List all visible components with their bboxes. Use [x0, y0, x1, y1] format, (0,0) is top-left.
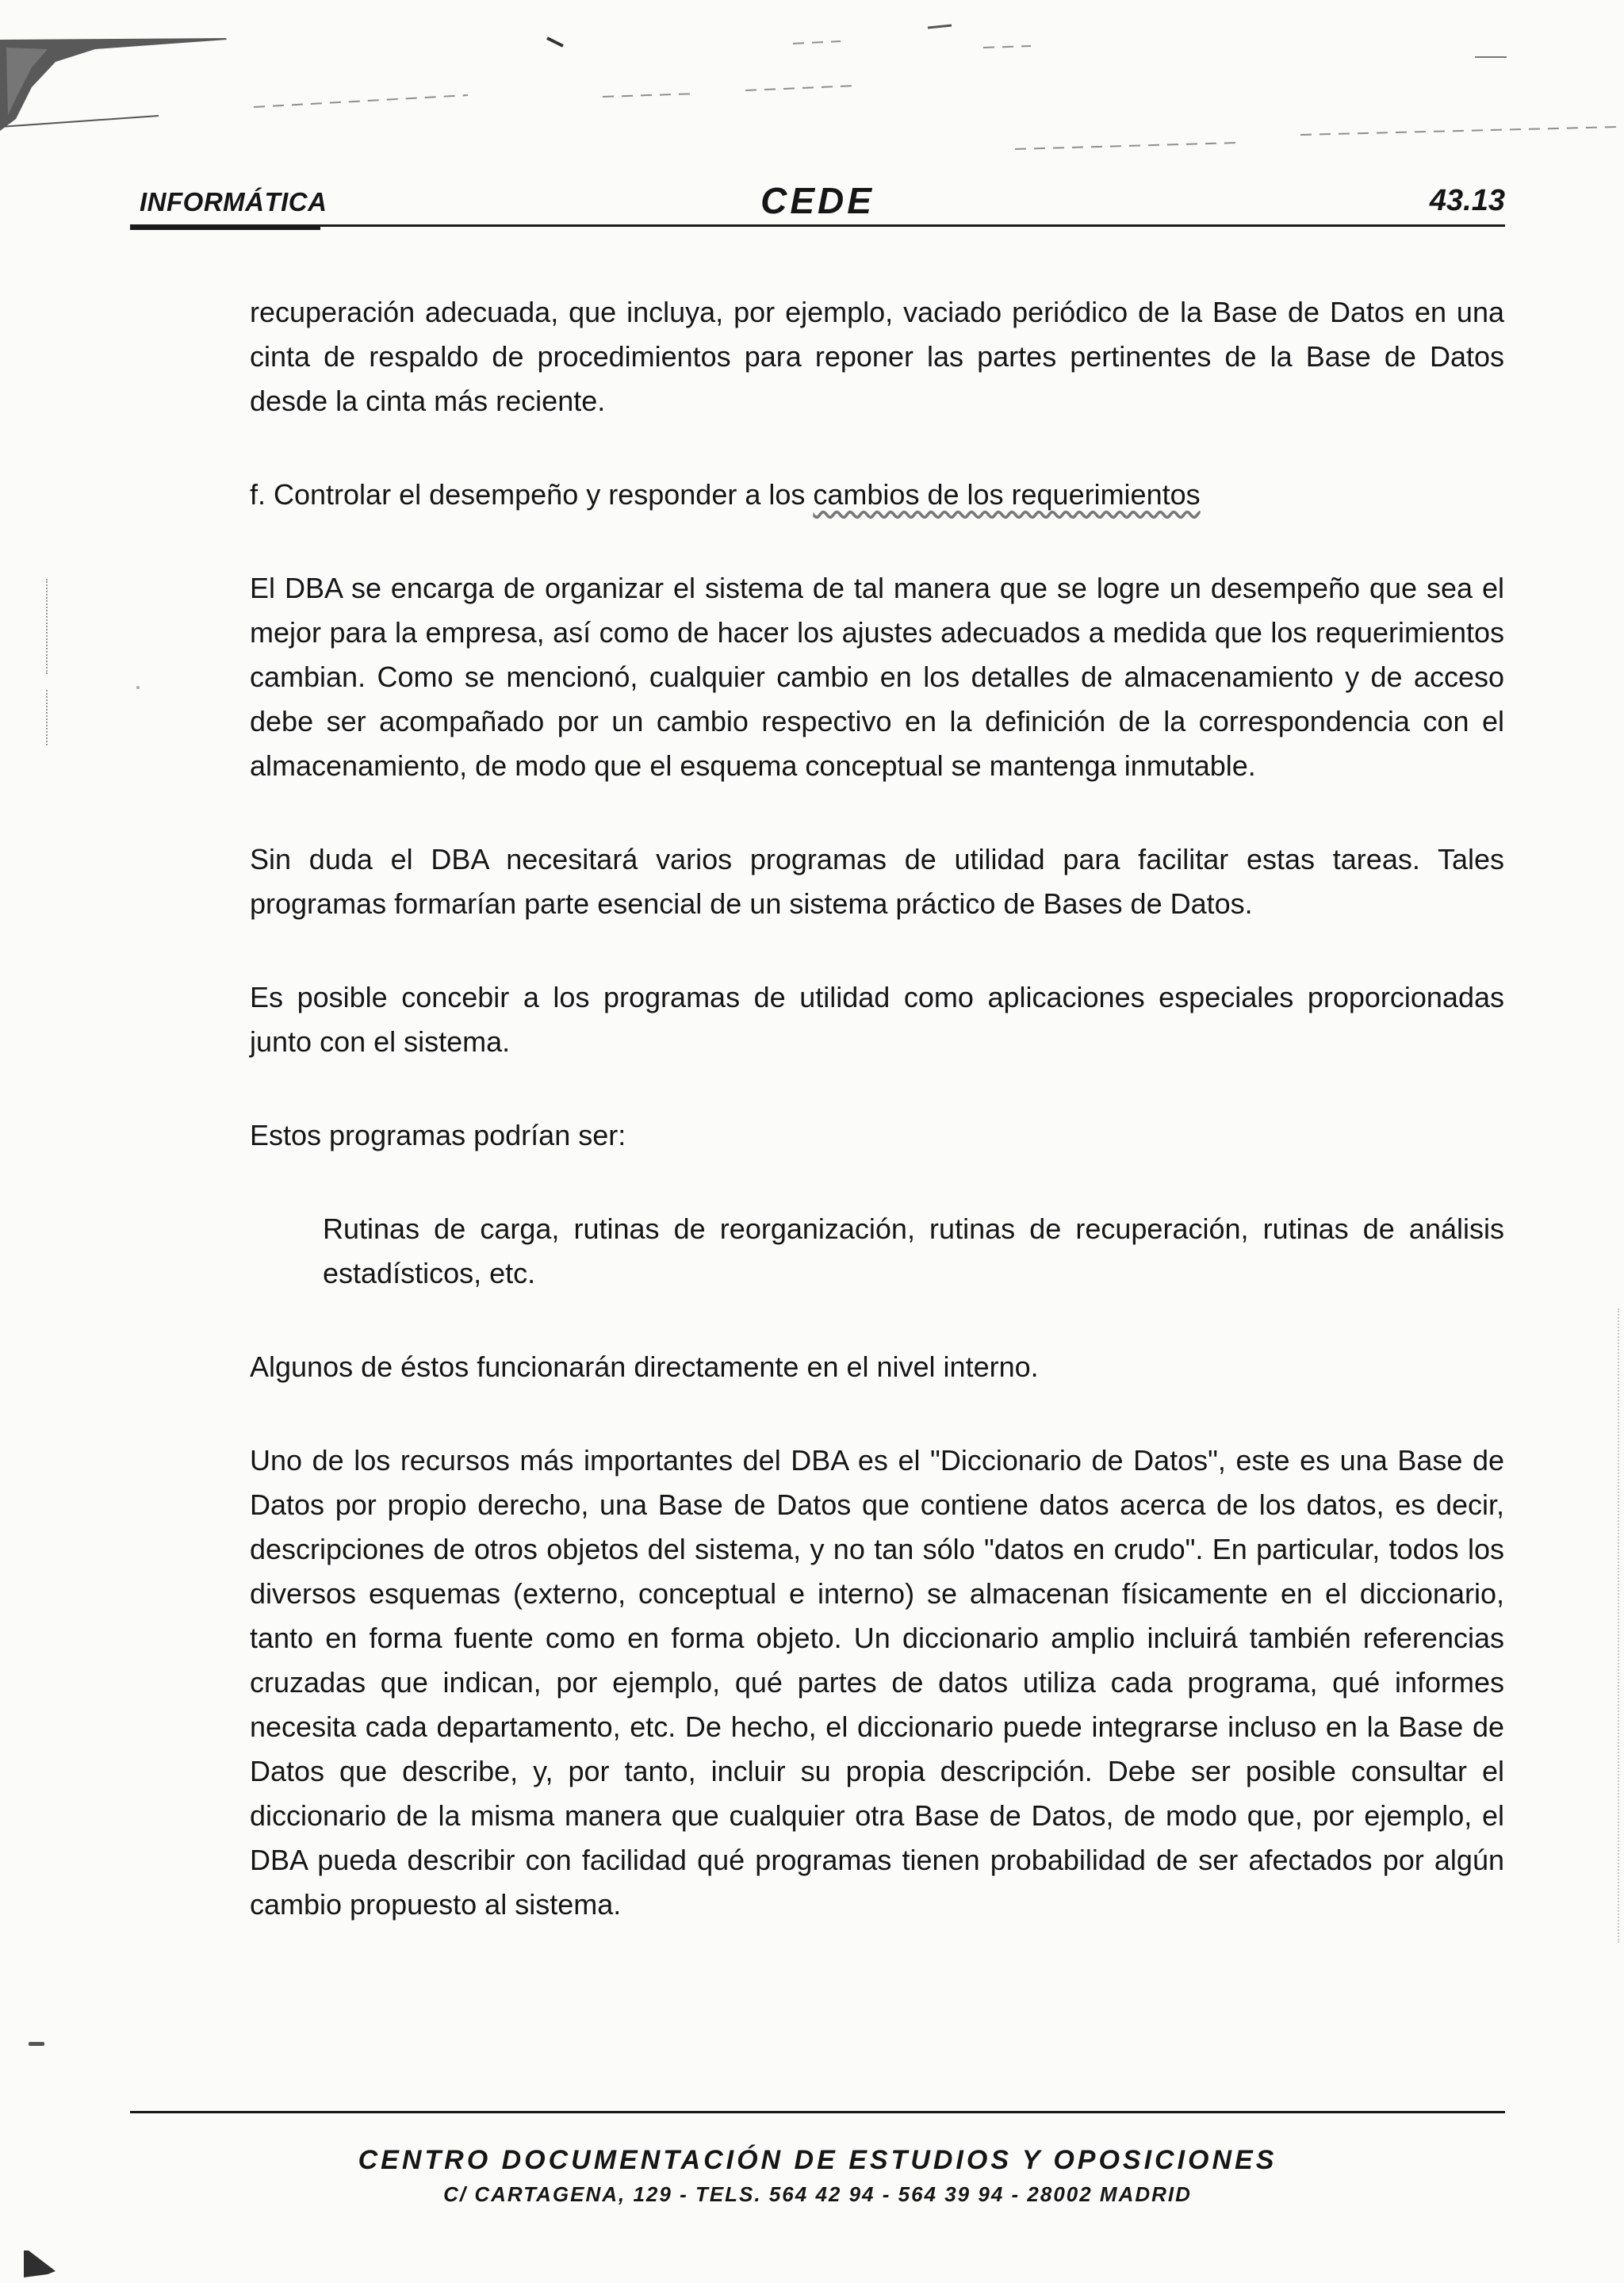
scan-dotted-margin-mark — [46, 690, 50, 745]
paragraph: Algunos de éstos funcionarán directamente en el nivel interno. — [250, 1350, 1039, 1383]
scan-speck — [29, 2042, 44, 2046]
paragraph: Estos programas podrían ser: — [250, 1119, 626, 1151]
heading-text: f. Controlar el desempeño y responder a los — [250, 478, 814, 511]
paragraph: Uno de los recursos más importantes del DBA es el "Diccionario de Datos", este es una Base de Datos por propio derecho, una Base de Datos que contiene datos acerca de los datos, es decir, descripciones de otros objetos del sistema, y no tan sólo "datos en crudo". En particular, todos los diversos esquemas (externo, conceptual e interno) se almacenan físicamente en el diccionario, tanto en forma fuente como en forma objeto. Un diccionario amplio incluirá también referencias cruzadas que indican, por ejemplo, qué partes de datos utiliza cada programa, qué informes necesita cada departamento, etc. De hecho, el diccionario puede integrarse incluso en la Base de Datos que describe, y, por tanto, incluir su propia descripción. Debe ser posible consultar el diccionario de la misma manera que cualquier otra Base de Datos, de modo que, por ejemplo, el DBA pueda describir con facilidad qué programas tienen probabilidad de ser afectados por algún cambio propuesto al sistema. — [250, 1444, 1504, 1921]
page-body — [250, 290, 1504, 1976]
scan-noise-top — [0, 0, 1624, 167]
scan-dotted-margin-mark — [46, 579, 50, 674]
paragraph-indented: Rutinas de carga, rutinas de reorganización, rutinas de recuperación, rutinas de análisis estadísticos, etc. — [323, 1212, 1504, 1289]
header-rule-accent — [130, 227, 320, 230]
header-rule — [130, 224, 1505, 227]
scan-right-edge-line — [1618, 1308, 1619, 1943]
footer-address: C/ CARTAGENA, 129 - TELS. 564 42 94 - 564 39 94 - 28002 MADRID — [443, 2182, 1192, 2206]
paragraph: El DBA se encarga de organizar el sistema de tal manera que se logre un desempeño que sea el mejor para la empresa, así como de hacer los ajustes adecuados a medida que los requerimientos cambian. Como se mencionó, cualquier cambio en los detalles de almacenamiento y de acceso debe ser acompañado por un cambio respectivo en la definición de la correspondencia con el almacenamiento, de modo que el esquema conceptual se mantenga inmutable. — [250, 572, 1504, 782]
scan-speck — [136, 686, 140, 689]
page-header — [130, 178, 1505, 225]
header-brand: CEDE — [760, 180, 875, 221]
paragraph: recuperación adecuada, que incluya, por ejemplo, vaciado periódico de la Base de Datos en una cinta de respaldo de procedimientos para reponer las partes pertinentes de la Base de Datos desde la cinta más reciente. — [250, 296, 1504, 417]
footer-organization: CENTRO DOCUMENTACIÓN DE ESTUDIOS Y OPOSICIONES — [358, 2145, 1277, 2175]
scan-corner-mark-bottom — [24, 2250, 56, 2279]
footer-rule — [130, 2111, 1505, 2113]
heading-underlined-text: cambios de los requerimientos — [813, 478, 1201, 511]
paragraph-heading-f — [250, 473, 1504, 517]
paragraph: Sin duda el DBA necesitará varios programas de utilidad para facilitar estas tareas. Tales programas formarían parte esencial de un sistema práctico de Bases de Datos. — [250, 843, 1504, 920]
paragraph: Es posible concebir a los programas de utilidad como aplicaciones especiales proporcionadas junto con el sistema. — [250, 981, 1504, 1058]
header-section-title: INFORMÁTICA — [140, 187, 327, 216]
header-page-number: 43.13 — [1429, 184, 1505, 217]
